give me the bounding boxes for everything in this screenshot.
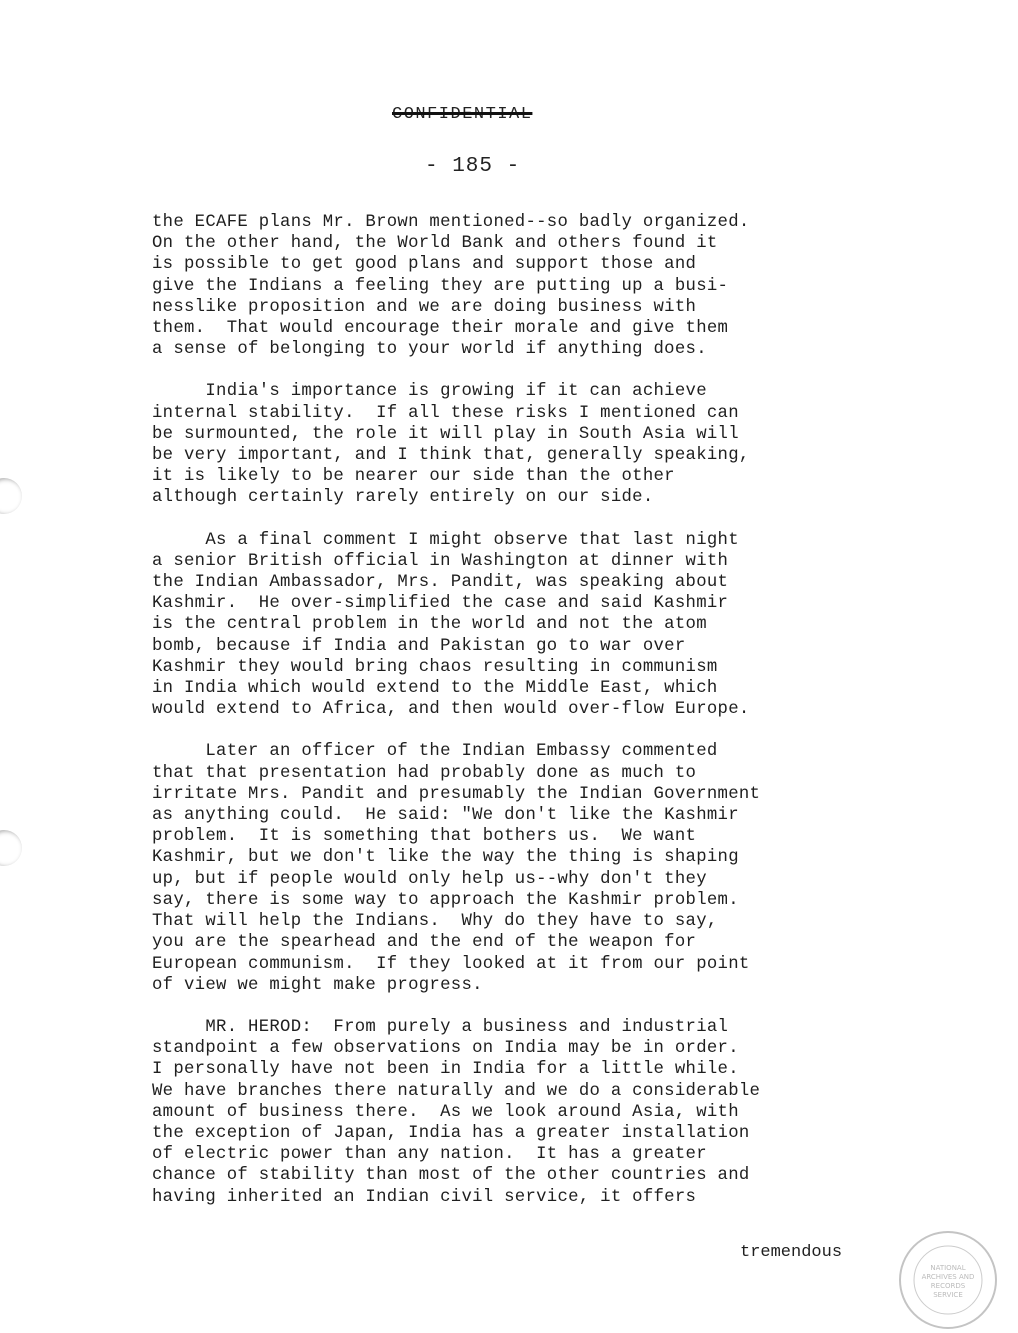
text-line: Later an officer of the Indian Embassy commented <box>152 742 718 762</box>
catchword: tremendous <box>740 1243 843 1262</box>
body-text <box>152 212 892 1229</box>
svg-text:NATIONAL: NATIONAL <box>930 1264 966 1272</box>
text-line: amount of business there. As we look around Asia, with <box>152 1102 739 1122</box>
text-line: having inherited an Indian civil service, it offers <box>152 1187 697 1207</box>
text-line: bomb, because if India and Pakistan go to war over <box>152 636 686 656</box>
text-line: Kashmir they would bring chaos resulting in communism <box>152 657 718 677</box>
paragraph-2 <box>152 381 892 508</box>
text-line: internal stability. If all these risks I mentioned can <box>152 403 739 423</box>
text-line: Kashmir, but we don't like the way the thing is shaping <box>152 848 739 868</box>
text-line: be surmounted, the role it will play in South Asia will <box>152 424 739 444</box>
text-line: them. That would encourage their morale and give them <box>152 319 729 339</box>
text-line: give the Indians a feeling they are putting up a busi- <box>152 276 729 296</box>
text-line: of view we might make progress. <box>152 975 483 995</box>
text-line: a senior British official in Washington at dinner with <box>152 551 729 571</box>
text-line: Kashmir. He over-simplified the case and said Kashmir <box>152 594 729 614</box>
library-stamp-icon <box>883 1222 1003 1332</box>
confidential-header <box>392 105 532 124</box>
text-line: although certainly rarely entirely on our side. <box>152 488 654 508</box>
text-line: be very important, and I think that, generally speaking, <box>152 446 750 466</box>
svg-text:SERVICE: SERVICE <box>933 1291 963 1299</box>
paragraph-3 <box>152 530 892 721</box>
text-line: in India which would extend to the Middle East, which <box>152 679 718 699</box>
text-line: that that presentation had probably done as much to <box>152 763 697 783</box>
text-line: European communism. If they looked at it from our point <box>152 954 750 974</box>
text-line: it is likely to be nearer our side than the other <box>152 467 675 487</box>
punch-hole <box>0 478 22 514</box>
text-line: the exception of Japan, India has a greater installation <box>152 1123 750 1143</box>
text-line: problem. It is something that bothers us. We want <box>152 827 697 847</box>
paragraph-4 <box>152 741 892 995</box>
paragraph-5 <box>152 1017 892 1208</box>
punch-hole <box>0 830 22 866</box>
text-line: the Indian Ambassador, Mrs. Pandit, was speaking about <box>152 573 729 593</box>
text-line: as anything could. He said: "We don't like the Kashmir <box>152 806 739 826</box>
text-line: That will help the Indians. Why do they have to say, <box>152 912 718 932</box>
text-line: up, but if people would only help us--why don't they <box>152 869 707 889</box>
svg-text:ARCHIVES AND: ARCHIVES AND <box>921 1273 975 1281</box>
svg-text:RECORDS: RECORDS <box>930 1282 966 1290</box>
classification-label: CONFIDENTIAL <box>392 105 533 124</box>
text-line: On the other hand, the World Bank and others found it <box>152 234 718 254</box>
text-line: say, there is some way to approach the Kashmir problem. <box>152 890 739 910</box>
text-line: nesslike proposition and we are doing business with <box>152 297 697 317</box>
text-line: you are the spearhead and the end of the weapon for <box>152 933 697 953</box>
text-line: is the central problem in the world and not the atom <box>152 615 707 635</box>
text-line: MR. HEROD: From purely a business and industrial <box>152 1017 729 1037</box>
text-line: irritate Mrs. Pandit and presumably the Indian Government <box>152 784 761 804</box>
text-line: of electric power than any nation. It has a greater <box>152 1145 707 1165</box>
text-line: As a final comment I might observe that last night <box>152 530 739 550</box>
text-line: India's importance is growing if it can achieve <box>152 382 707 402</box>
text-line: standpoint a few observations on India may be in order. <box>152 1039 739 1059</box>
text-line: the ECAFE plans Mr. Brown mentioned--so badly organized. <box>152 213 750 232</box>
text-line: chance of stability than most of the other countries and <box>152 1166 750 1186</box>
page-number: - 185 - <box>425 155 521 178</box>
text-line: a sense of belonging to your world if anything does. <box>152 340 707 360</box>
text-line: We have branches there naturally and we do a considerable <box>152 1081 761 1101</box>
text-line: would extend to Africa, and then would over-flow Europe. <box>152 700 750 720</box>
text-line: I personally have not been in India for a little while. <box>152 1060 739 1080</box>
text-line: is possible to get good plans and support those and <box>152 255 697 275</box>
paragraph-1 <box>152 212 892 360</box>
